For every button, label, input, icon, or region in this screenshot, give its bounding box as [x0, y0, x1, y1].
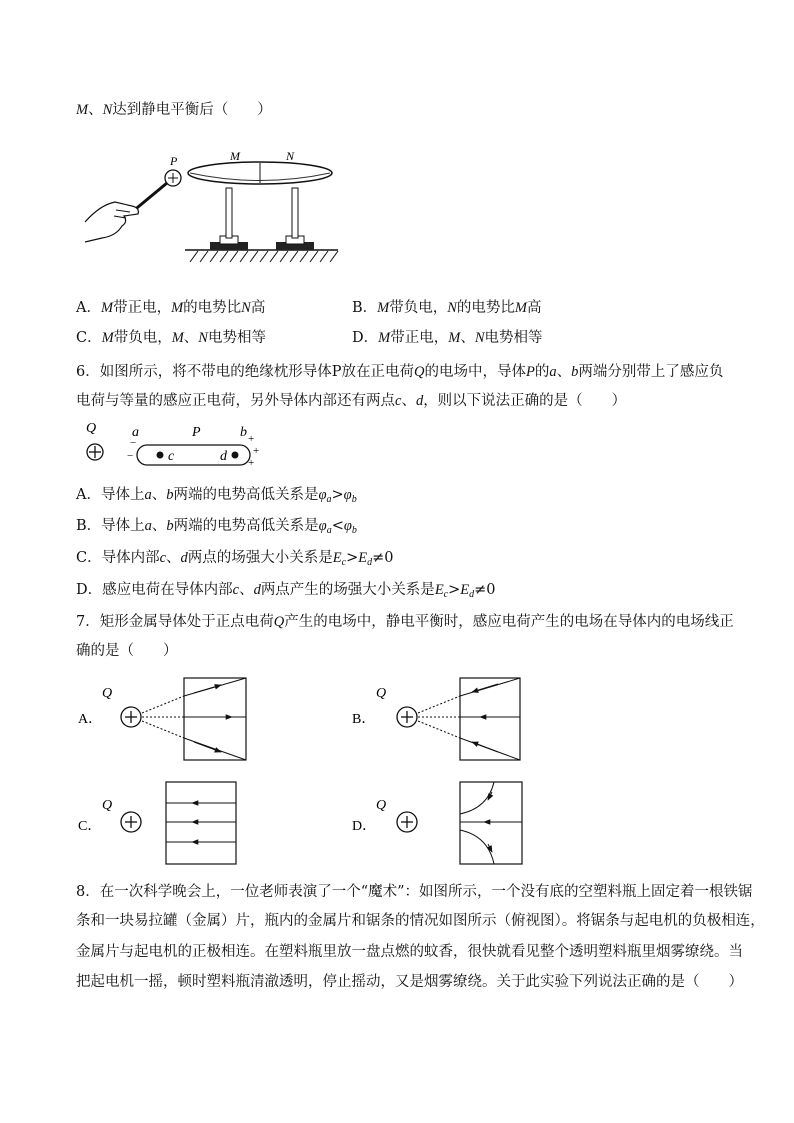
- q5-option-a: A．M带正电，M的电势比N高: [76, 300, 266, 316]
- q8-stem-line1: 8．在一次科学晚会上，一位老师表演了一个“魔术”：如图所示，一个没有底的空塑料瓶上固定着一根铁锯: [76, 884, 753, 900]
- q7-figure-d: [348, 778, 528, 868]
- svg-text:Q: Q: [376, 798, 387, 813]
- label-q: Q: [86, 421, 97, 436]
- svg-text:D．: D．: [352, 819, 377, 834]
- svg-text:Q: Q: [102, 686, 113, 701]
- label-d: d: [220, 449, 227, 464]
- q6-option-d: D．感应电荷在导体内部c、d两点产生的场强大小关系是$E_c>E_d\ne 0$: [76, 582, 496, 600]
- q6-option-a: A．导体上a、b两端的电势高低关系是$\varphi_a>\varphi_b$: [76, 487, 357, 505]
- q5-option-d: D．M带正电，M、N电势相等: [352, 330, 543, 346]
- svg-text:−: −: [127, 450, 134, 462]
- svg-text:+: +: [253, 445, 260, 457]
- q6-stem-line2: 电荷与等量的感应正电荷，另外导体内部还有两点c、d，则以下说法正确的是（ ）: [76, 393, 627, 409]
- svg-text:Q: Q: [102, 798, 113, 813]
- q8-stem-line4: 把起电机一摇，顿时塑料瓶清澈透明，停止摇动，又是烟雾缭绕。关于此实验下列说法正确的是（ ）: [76, 974, 743, 990]
- q6-figure: [80, 418, 280, 470]
- svg-text:B．: B．: [352, 712, 376, 727]
- label-m: M: [230, 150, 240, 163]
- q6-option-b: B．导体上a、b两端的电势高低关系是$\varphi_a<\varphi_b$: [76, 518, 357, 536]
- label-p6: P: [192, 425, 201, 440]
- q7-figure-a: [74, 676, 254, 766]
- q5-option-c: C．M带负电，M、N电势相等: [76, 330, 266, 346]
- q7-stem-line1: 7．矩形金属导体处于正点电荷Q产生的电场中，静电平衡时，感应电荷产生的电场在导体内的电场线正: [76, 614, 734, 630]
- q5-stem: M、N达到静电平衡后（ ）: [76, 102, 272, 118]
- label-p: P: [170, 154, 178, 168]
- q7-figure-b: [348, 676, 528, 766]
- svg-text:A．: A．: [78, 712, 103, 727]
- q6-stem-line1: 6．如图所示，将不带电的绝缘枕形导体P放在正电荷Q的电场中，导体P的a、b两端分别带上了感应负: [76, 364, 724, 380]
- q5-figure: [80, 150, 350, 268]
- label-c: c: [168, 449, 175, 464]
- svg-text:C．: C．: [78, 819, 102, 834]
- svg-text:+: +: [248, 433, 255, 445]
- q8-stem-line3: 金属片与起电机的正极相连。在塑料瓶里放一盘点燃的蚊香，很快就看见整个透明塑料瓶里烟雾缭绕。当: [76, 944, 743, 960]
- q5-option-b: B．M带负电，N的电势比M高: [352, 300, 542, 316]
- label-n: N: [286, 150, 295, 163]
- label-a: a: [132, 425, 139, 440]
- q8-stem-line2: 条和一块易拉罐（金属）片，瓶内的金属片和锯条的情况如图所示（俯视图）。将锯条与起电机的负极相连，: [76, 913, 765, 929]
- q7-stem-line2: 确的是（ ）: [76, 643, 178, 659]
- svg-text:−: −: [130, 437, 137, 449]
- q6-option-c: C．导体内部c、d两点的场强大小关系是$E_c>E_d\ne 0$: [76, 550, 394, 568]
- q7-figure-c: [74, 778, 254, 868]
- svg-text:Q: Q: [376, 686, 387, 701]
- svg-text:+: +: [248, 457, 255, 469]
- label-b: b: [240, 425, 247, 440]
